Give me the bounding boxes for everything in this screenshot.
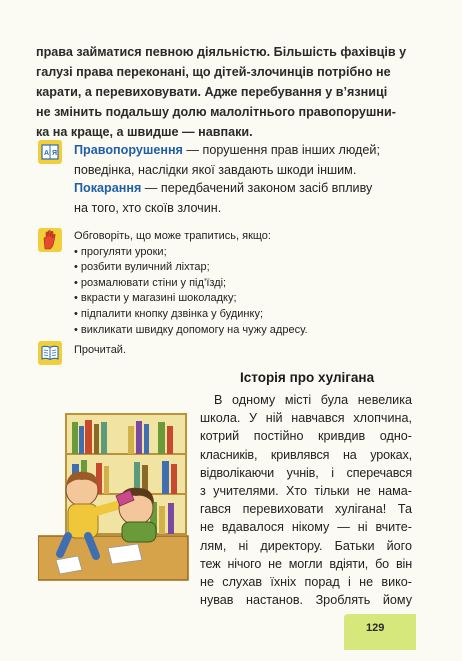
story-line: В одному місті була невелика (214, 393, 412, 407)
dictionary-icon (38, 140, 62, 164)
definition-offense (74, 140, 434, 180)
definition-term: Правопорушення (74, 143, 183, 157)
intro-paragraph (36, 42, 426, 142)
definition-line: на того, хто скоїв злочин. (74, 201, 222, 215)
discussion-block (74, 229, 434, 338)
intro-line: ка на краще, а швидше — навпаки. (36, 125, 253, 139)
definition-line: поведінка, наслідки якої завдають шкоди іншим. (74, 163, 357, 177)
page-number: 129 (366, 622, 385, 634)
raised-hand-icon (38, 228, 62, 252)
intro-line: права займатися певною діяльністю. Більшість фахівців у (36, 45, 407, 59)
svg-text:А: А (44, 150, 50, 157)
story-line: котрий постійно кривдив одно- (200, 429, 412, 444)
definition-term: Покарання (74, 181, 142, 195)
list-item: • вкрасти у магазині шоколадку; (74, 291, 434, 307)
story-line: не вдавалося нікому — ні вчите- (200, 520, 412, 535)
book-icon (38, 341, 62, 365)
story-text (200, 391, 412, 609)
read-instruction: Прочитай. (74, 344, 127, 356)
story-line: відволікаючи учнів, і сперечався (200, 465, 412, 480)
list-item: • розмалювати стіни у під’їзді; (74, 276, 434, 292)
discussion-intro: Обговоріть, що може трапитись, якщо: (74, 230, 271, 242)
definition-punishment (74, 178, 434, 218)
svg-text:Я: Я (52, 150, 58, 157)
story-line: школа. У ній навчався хлопчина, (200, 411, 412, 426)
story-line: лям, ні директору. Батьки його (200, 538, 412, 553)
intro-line: не змінить подальшу долю малолітнього правопорушни- (36, 105, 396, 119)
definition-line (74, 140, 434, 160)
story-line: класників, кривлявся на уроках, (200, 447, 412, 462)
story-line: теж нічого не могли вдіяти, бо він (200, 556, 412, 571)
list-item: • підпалити кнопку дзвінка у будинку; (74, 307, 434, 323)
story-line: нував настанов. Зроблять йому (200, 593, 412, 608)
story-line: не слухав їхніх порад і не вико- (200, 575, 412, 590)
definition-line (74, 178, 434, 198)
story-line: з учителями. Хто тільки не нама- (200, 484, 412, 499)
story-line: гався перевиховати хулігана! Та (200, 502, 412, 517)
definition-text: — порушення прав інших людей; (182, 143, 380, 157)
definition-text: — передбачений законом засіб впливу (141, 181, 373, 195)
list-item: • прогуляти уроки; (74, 245, 434, 261)
list-item: • розбити вуличний ліхтар; (74, 260, 434, 276)
story-title: Історія про хулігана (240, 370, 375, 385)
discussion-list (74, 245, 434, 339)
fighting-boys-illustration (38, 408, 193, 586)
list-item: • викликати швидку допомогу на чужу адресу. (74, 323, 434, 339)
intro-line: галузі права переконані, що дітей-злочинців потрібно не (36, 65, 391, 79)
intro-line: карати, а перевиховувати. Адже перебування у в’язниці (36, 85, 388, 99)
